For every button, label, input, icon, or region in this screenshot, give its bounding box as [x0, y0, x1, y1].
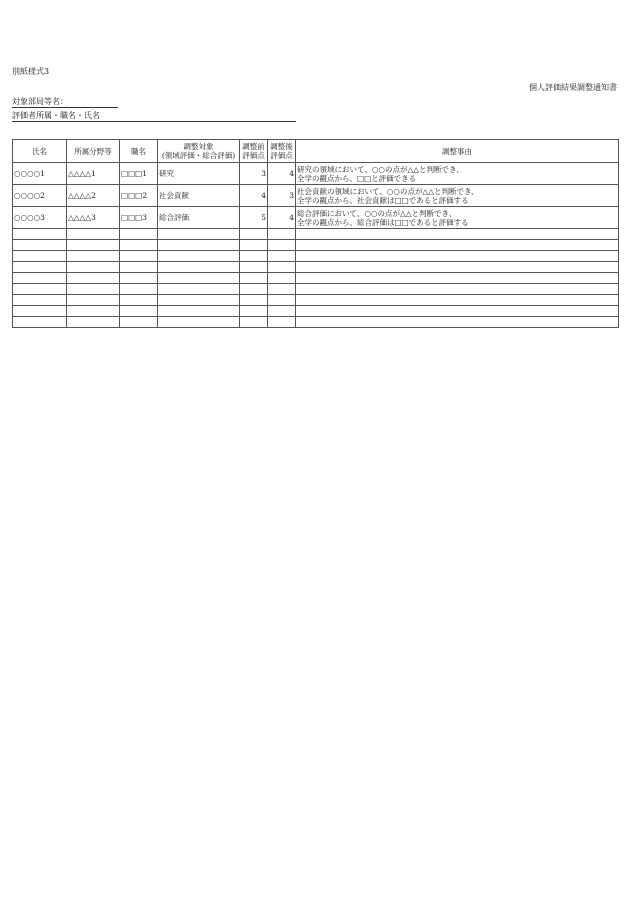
empty-cell[interactable]	[158, 251, 240, 262]
cell-reason[interactable]	[296, 185, 619, 207]
empty-cell[interactable]	[67, 251, 120, 262]
cell-after[interactable]: 3	[268, 185, 296, 207]
empty-cell[interactable]	[120, 251, 158, 262]
evaluator-label: 評価者所属・職名・氏名	[12, 111, 100, 120]
cell-reason[interactable]	[296, 163, 619, 185]
adjustment-table	[12, 139, 619, 328]
empty-cell[interactable]	[268, 306, 296, 317]
empty-cell[interactable]	[13, 240, 67, 251]
empty-cell[interactable]	[158, 317, 240, 328]
empty-cell[interactable]	[13, 306, 67, 317]
empty-cell[interactable]	[13, 251, 67, 262]
header-reason: 調整事由	[296, 140, 619, 163]
header-name: 氏名	[13, 140, 67, 163]
empty-row	[13, 284, 619, 295]
empty-row	[13, 262, 619, 273]
cell-before[interactable]: 4	[240, 185, 268, 207]
cell-after[interactable]: 4	[268, 207, 296, 229]
empty-cell[interactable]	[67, 262, 120, 273]
empty-cell[interactable]	[296, 306, 619, 317]
empty-cell[interactable]	[296, 251, 619, 262]
empty-cell[interactable]	[158, 262, 240, 273]
form-number: 別紙様式3	[12, 67, 50, 76]
reason-line2: 全学の観点から、社会貢献は□□であると評価する	[297, 195, 469, 205]
empty-cell[interactable]	[158, 306, 240, 317]
empty-cell[interactable]	[296, 240, 619, 251]
empty-cell[interactable]	[67, 240, 120, 251]
cell-field[interactable]: △△△△2	[67, 185, 120, 207]
reason-line1: 総合評価において、○○の点が△△と判断でき、	[297, 208, 457, 218]
cell-position[interactable]: □□□3	[120, 207, 158, 229]
empty-cell[interactable]	[268, 273, 296, 284]
empty-cell[interactable]	[268, 240, 296, 251]
table-row	[13, 185, 619, 207]
cell-field[interactable]: △△△△1	[67, 163, 120, 185]
empty-cell[interactable]	[67, 317, 120, 328]
header-target-line1: 調整対象	[183, 142, 214, 151]
empty-cell[interactable]	[240, 273, 268, 284]
empty-row	[13, 317, 619, 328]
empty-cell[interactable]	[268, 317, 296, 328]
table-row	[13, 163, 619, 185]
empty-row	[13, 240, 619, 251]
empty-cell[interactable]	[268, 251, 296, 262]
empty-cell[interactable]	[120, 317, 158, 328]
empty-cell[interactable]	[13, 273, 67, 284]
empty-cell[interactable]	[296, 295, 619, 306]
empty-cell[interactable]	[158, 229, 240, 240]
empty-cell[interactable]	[67, 295, 120, 306]
empty-cell[interactable]	[296, 273, 619, 284]
header-before	[240, 140, 268, 163]
empty-cell[interactable]	[67, 273, 120, 284]
empty-row	[13, 251, 619, 262]
header-after	[268, 140, 296, 163]
table-row	[13, 207, 619, 229]
cell-reason[interactable]	[296, 207, 619, 229]
evaluator-field[interactable]	[12, 110, 296, 122]
header-field: 所属分野等	[67, 140, 120, 163]
empty-cell[interactable]	[67, 306, 120, 317]
header-before-line2: 評価点	[242, 151, 265, 160]
header-target	[158, 140, 240, 163]
empty-cell[interactable]	[268, 229, 296, 240]
empty-cell[interactable]	[240, 306, 268, 317]
empty-cell[interactable]	[268, 295, 296, 306]
empty-cell[interactable]	[158, 240, 240, 251]
empty-cell[interactable]	[120, 229, 158, 240]
empty-cell[interactable]	[268, 284, 296, 295]
reason-line1: 社会貢献の領域において、○○の点が△△と判断でき、	[297, 186, 479, 196]
empty-cell[interactable]	[13, 284, 67, 295]
cell-before[interactable]: 5	[240, 207, 268, 229]
cell-before[interactable]: 3	[240, 163, 268, 185]
header-after-line1: 調整後	[270, 142, 293, 151]
empty-row	[13, 306, 619, 317]
empty-row	[13, 273, 619, 284]
cell-target[interactable]: 総合評価	[158, 207, 240, 229]
table-header-row	[13, 140, 619, 163]
reason-line2: 全学の観点から、□□と評価できる	[297, 173, 417, 183]
cell-after[interactable]: 4	[268, 163, 296, 185]
cell-name[interactable]: ○○○○1	[13, 163, 67, 185]
header-position: 職名	[120, 140, 158, 163]
empty-cell[interactable]	[67, 229, 120, 240]
empty-cell[interactable]	[120, 295, 158, 306]
empty-cell[interactable]	[240, 317, 268, 328]
empty-cell[interactable]	[296, 317, 619, 328]
header-after-line2: 評価点	[270, 151, 293, 160]
empty-cell[interactable]	[240, 284, 268, 295]
header-target-line2: (領域評価・総合評価)	[161, 151, 236, 160]
empty-row	[13, 229, 619, 240]
empty-cell[interactable]	[13, 262, 67, 273]
cell-name[interactable]: ○○○○2	[13, 185, 67, 207]
empty-cell[interactable]	[240, 295, 268, 306]
empty-cell[interactable]	[120, 262, 158, 273]
cell-target[interactable]: 研究	[158, 163, 240, 185]
empty-cell[interactable]	[296, 262, 619, 273]
reason-line2: 全学の観点から、総合評価は□□であると評価する	[297, 217, 469, 227]
cell-position[interactable]: □□□1	[120, 163, 158, 185]
empty-cell[interactable]	[13, 295, 67, 306]
empty-cell[interactable]	[158, 295, 240, 306]
header-before-line1: 調整前	[242, 142, 265, 151]
empty-cell[interactable]	[120, 240, 158, 251]
empty-cell[interactable]	[296, 229, 619, 240]
cell-target[interactable]: 社会貢献	[158, 185, 240, 207]
empty-cell[interactable]	[120, 284, 158, 295]
empty-cell[interactable]	[158, 284, 240, 295]
cell-name[interactable]: ○○○○3	[13, 207, 67, 229]
empty-cell[interactable]	[240, 251, 268, 262]
empty-cell[interactable]	[13, 317, 67, 328]
empty-row	[13, 295, 619, 306]
department-label: 対象部局等名：	[12, 97, 68, 106]
empty-cell[interactable]	[67, 284, 120, 295]
cell-field[interactable]: △△△△3	[67, 207, 120, 229]
empty-cell[interactable]	[120, 306, 158, 317]
document-title: 個人評価結果調整通知書	[529, 83, 617, 92]
empty-cell[interactable]	[13, 229, 67, 240]
cell-position[interactable]: □□□2	[120, 185, 158, 207]
reason-line1: 研究の領域において、○○の点が△△と判断でき、	[297, 164, 464, 174]
empty-cell[interactable]	[158, 273, 240, 284]
empty-cell[interactable]	[240, 229, 268, 240]
department-field[interactable]	[12, 96, 118, 108]
empty-cell[interactable]	[240, 240, 268, 251]
empty-cell[interactable]	[240, 262, 268, 273]
empty-cell[interactable]	[268, 262, 296, 273]
empty-cell[interactable]	[120, 273, 158, 284]
empty-cell[interactable]	[296, 284, 619, 295]
